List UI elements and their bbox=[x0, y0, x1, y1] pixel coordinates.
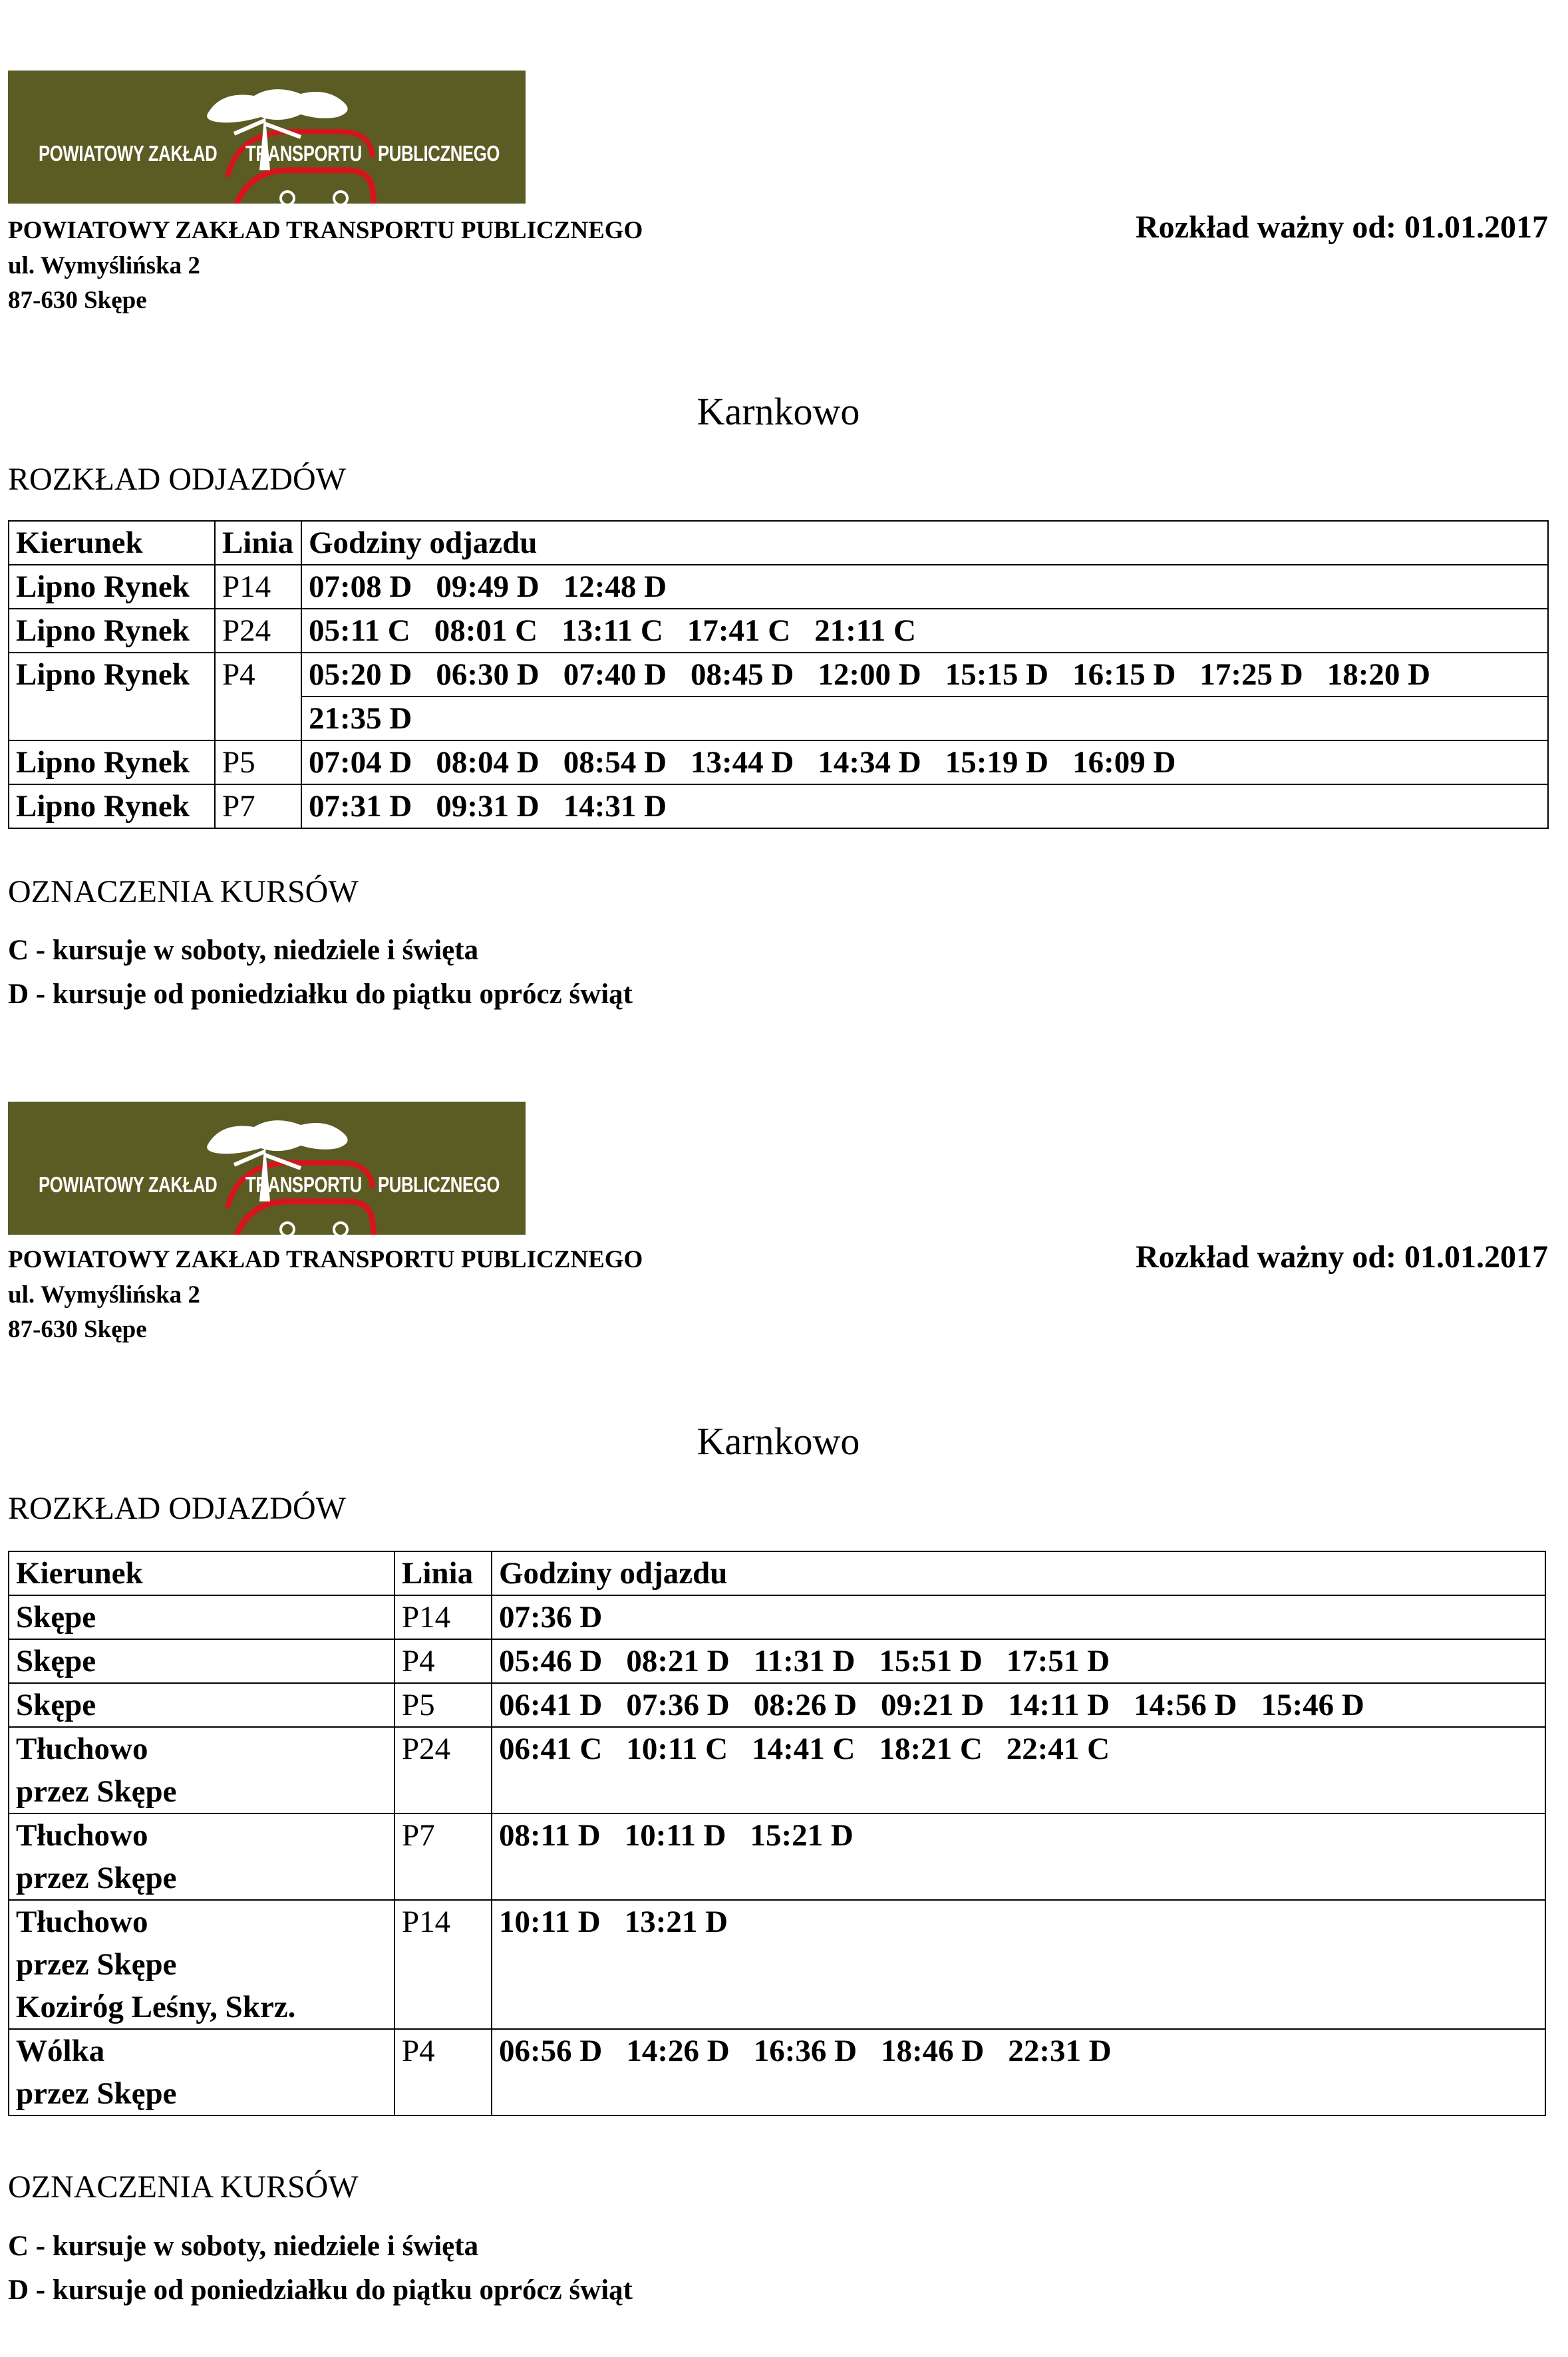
departure-time: 06:56 D bbox=[499, 2034, 603, 2068]
line-cell: P4 bbox=[394, 2029, 492, 2116]
table-row bbox=[9, 1683, 1545, 1727]
direction-text: przez Skępe bbox=[16, 1774, 177, 1809]
company-name: POWIATOWY ZAKŁAD TRANSPORTU PUBLICZNEGO bbox=[8, 1246, 643, 1273]
departure-time: 22:41 C bbox=[1006, 1732, 1110, 1766]
timetable-2 bbox=[8, 1551, 1546, 2116]
valid-from: Rozkład ważny od: 01.01.2017 bbox=[1135, 1239, 1548, 1275]
direction-cell bbox=[9, 1813, 394, 1900]
line-cell: P14 bbox=[394, 1900, 492, 2029]
departure-time: 15:51 D bbox=[879, 1644, 983, 1678]
departure-time: 22:31 D bbox=[1008, 2034, 1112, 2068]
schedule-heading: ROZKŁAD ODJAZDÓW bbox=[8, 462, 346, 497]
line-cell: P5 bbox=[215, 740, 301, 784]
departure-time: 18:46 D bbox=[881, 2034, 985, 2068]
company-street: ul. Wymyślińska 2 bbox=[8, 1281, 200, 1309]
departure-time: 14:11 D bbox=[1008, 1688, 1110, 1722]
line-cell: P4 bbox=[215, 653, 301, 740]
column-line: Linia bbox=[394, 1551, 492, 1595]
direction-text: Tłuchowo bbox=[16, 1818, 148, 1853]
times-cell bbox=[492, 1683, 1545, 1727]
legend-title: OZNACZENIA KURSÓW bbox=[8, 874, 359, 909]
departure-time: 16:15 D bbox=[1072, 657, 1176, 692]
table-row bbox=[9, 1900, 1545, 2029]
direction-cell bbox=[9, 1639, 394, 1683]
departure-time: 05:11 C bbox=[309, 613, 410, 648]
legend-c: C - kursuje w soboty, niedziele i święta bbox=[8, 935, 479, 966]
departure-time: 15:19 D bbox=[945, 745, 1049, 780]
valid-from: Rozkład ważny od: 01.01.2017 bbox=[1135, 210, 1548, 245]
times-cell bbox=[492, 1639, 1545, 1683]
departure-time: 08:01 C bbox=[434, 613, 538, 648]
column-direction: Kierunek bbox=[9, 1551, 394, 1595]
table-row bbox=[9, 1813, 1545, 1900]
table-row bbox=[9, 1639, 1545, 1683]
departure-time: 09:21 D bbox=[881, 1688, 985, 1722]
direction-text: Tłuchowo bbox=[16, 1905, 148, 1939]
departure-time: 15:15 D bbox=[945, 657, 1049, 692]
times-cell bbox=[492, 1900, 1545, 2029]
line-cell: P4 bbox=[394, 1639, 492, 1683]
logo-text-2: TRANSPORTU bbox=[245, 141, 362, 166]
column-times: Godziny odjazdu bbox=[492, 1551, 1545, 1595]
company-logo bbox=[8, 1102, 526, 1235]
legend-c: C - kursuje w soboty, niedziele i święta bbox=[8, 2231, 479, 2262]
direction-cell bbox=[9, 1683, 394, 1727]
departure-time: 13:11 C bbox=[561, 613, 663, 648]
line-cell: P14 bbox=[215, 565, 301, 609]
direction-text: Lipno Rynek bbox=[16, 745, 190, 780]
departure-time: 13:21 D bbox=[624, 1905, 728, 1939]
times-cell bbox=[492, 2029, 1545, 2116]
departure-time: 14:26 D bbox=[626, 2034, 730, 2068]
departure-time: 05:20 D bbox=[309, 657, 412, 692]
departure-time: 10:11 C bbox=[626, 1732, 728, 1766]
departure-time: 17:41 C bbox=[687, 613, 791, 648]
departure-time: 10:11 D bbox=[499, 1905, 601, 1939]
direction-text: Kozirόg Leśny, Skrz. bbox=[16, 1990, 296, 2024]
table-header bbox=[9, 1551, 1545, 1595]
departure-time: 14:34 D bbox=[818, 745, 921, 780]
company-city: 87-630 Skępe bbox=[8, 287, 147, 314]
departure-time: 14:41 C bbox=[752, 1732, 856, 1766]
table-row bbox=[9, 2029, 1545, 2116]
line-cell: P5 bbox=[394, 1683, 492, 1727]
line-cell: P24 bbox=[215, 609, 301, 653]
direction-text: Lipno Rynek bbox=[16, 569, 190, 604]
direction-text: Lipno Rynek bbox=[16, 657, 190, 692]
direction-cell bbox=[9, 2029, 394, 2116]
departure-time: 07:08 D bbox=[309, 569, 412, 604]
direction-text: przez Skępe bbox=[16, 1947, 177, 1982]
departure-time: 16:36 D bbox=[753, 2034, 858, 2068]
departure-time: 08:21 D bbox=[626, 1644, 730, 1678]
times-cell bbox=[492, 1813, 1545, 1900]
table-row bbox=[9, 1595, 1545, 1639]
departure-time: 11:31 D bbox=[753, 1644, 856, 1678]
logo-text-1: POWIATOWY ZAKŁAD bbox=[39, 141, 218, 166]
times-cell bbox=[492, 1595, 1545, 1639]
departure-time: 09:31 D bbox=[436, 789, 540, 824]
departure-time: 15:46 D bbox=[1261, 1688, 1364, 1722]
departure-time: 07:40 D bbox=[563, 657, 667, 692]
logo-text-1: POWIATOWY ZAKŁAD bbox=[39, 1172, 218, 1197]
departure-time: 17:51 D bbox=[1006, 1644, 1110, 1678]
times-cell bbox=[492, 1727, 1545, 1813]
direction-text: Skępe bbox=[16, 1688, 96, 1722]
line-cell: P7 bbox=[394, 1813, 492, 1900]
direction-cell bbox=[9, 1595, 394, 1639]
departure-time: 06:30 D bbox=[436, 657, 540, 692]
departure-time: 15:21 D bbox=[750, 1818, 854, 1853]
legend-title: OZNACZENIA KURSÓW bbox=[8, 2169, 359, 2205]
legend-d: D - kursuje od poniedziałku do piątku oprócz świąt bbox=[8, 2275, 633, 2306]
column-line: Linia bbox=[215, 521, 301, 565]
direction-text: Skępe bbox=[16, 1644, 96, 1678]
line-cell: P24 bbox=[394, 1727, 492, 1813]
company-name: POWIATOWY ZAKŁAD TRANSPORTU PUBLICZNEGO bbox=[8, 217, 643, 244]
departure-time: 18:20 D bbox=[1327, 657, 1431, 692]
departure-time: 14:31 D bbox=[563, 789, 667, 824]
direction-text: Lipno Rynek bbox=[16, 613, 190, 648]
departure-time: 08:54 D bbox=[563, 745, 667, 780]
departure-time: 17:25 D bbox=[1199, 657, 1303, 692]
departure-time: 08:45 D bbox=[691, 657, 794, 692]
direction-cell bbox=[9, 1900, 394, 2029]
departure-time: 16:09 D bbox=[1072, 745, 1176, 780]
logo-text-3: PUBLICZNEGO bbox=[378, 1172, 500, 1197]
departure-time: 14:56 D bbox=[1134, 1688, 1237, 1722]
column-times: Godziny odjazdu bbox=[301, 521, 1548, 565]
stop-name: Karnkowo bbox=[697, 390, 860, 433]
direction-text: Wólka bbox=[16, 2034, 105, 2068]
departure-time: 10:11 D bbox=[624, 1818, 726, 1853]
tree-bus-logo-icon bbox=[8, 1102, 526, 1235]
departure-time: 12:48 D bbox=[563, 569, 667, 604]
departure-time: 08:26 D bbox=[753, 1688, 858, 1722]
departure-time: 08:04 D bbox=[436, 745, 540, 780]
company-city: 87-630 Skępe bbox=[8, 1316, 147, 1343]
departure-time: 07:04 D bbox=[309, 745, 412, 780]
departure-time: 06:41 D bbox=[499, 1688, 603, 1722]
departure-time: 07:36 D bbox=[626, 1688, 730, 1722]
departure-time: 21:11 C bbox=[814, 613, 916, 648]
departure-time: 08:11 D bbox=[499, 1818, 601, 1853]
company-street: ul. Wymyślińska 2 bbox=[8, 252, 200, 279]
departure-time: 07:31 D bbox=[309, 789, 412, 824]
departure-time: 05:46 D bbox=[499, 1644, 603, 1678]
line-cell: P7 bbox=[215, 784, 301, 828]
direction-text: przez Skępe bbox=[16, 2076, 177, 2111]
direction-text: Tłuchowo bbox=[16, 1732, 148, 1766]
departure-time: 07:36 D bbox=[499, 1600, 603, 1635]
logo-text-3: PUBLICZNEGO bbox=[378, 141, 500, 166]
legend-d: D - kursuje od poniedziałku do piątku oprócz świąt bbox=[8, 979, 633, 1010]
direction-cell bbox=[9, 1727, 394, 1813]
stop-name: Karnkowo bbox=[697, 1420, 860, 1463]
direction-text: Skępe bbox=[16, 1600, 96, 1635]
departure-time: 18:21 C bbox=[879, 1732, 983, 1766]
departure-time: 12:00 D bbox=[818, 657, 921, 692]
schedule-heading: ROZKŁAD ODJAZDÓW bbox=[8, 1491, 346, 1526]
departure-time: 13:44 D bbox=[691, 745, 794, 780]
column-direction: Kierunek bbox=[9, 521, 215, 565]
table-row bbox=[9, 1727, 1545, 1813]
direction-text: przez Skępe bbox=[16, 1861, 177, 1895]
direction-text: Lipno Rynek bbox=[16, 789, 190, 824]
logo-text-2: TRANSPORTU bbox=[245, 1172, 362, 1197]
departure-time: 06:41 C bbox=[499, 1732, 603, 1766]
departure-time: 09:49 D bbox=[436, 569, 540, 604]
departure-time: 21:35 D bbox=[309, 701, 412, 736]
line-cell: P14 bbox=[394, 1595, 492, 1639]
